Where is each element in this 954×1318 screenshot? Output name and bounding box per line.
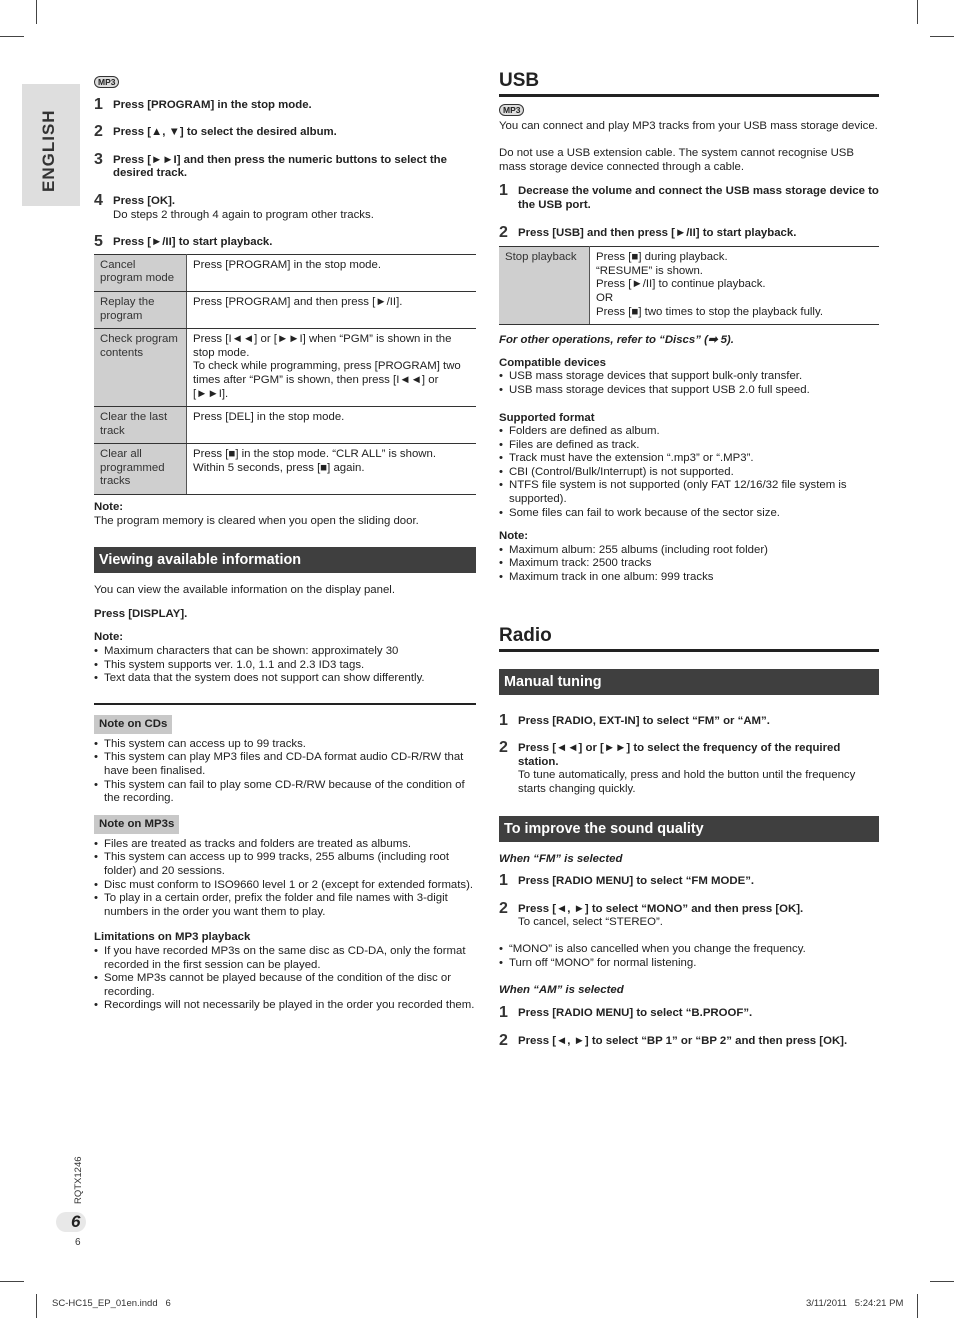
list-item: • Files are defined as track. — [499, 439, 879, 453]
program-steps — [94, 95, 476, 251]
usb-steps — [499, 182, 879, 241]
table-row — [94, 254, 476, 291]
step-number: 2 — [499, 899, 508, 917]
step-number: 1 — [499, 182, 508, 200]
crop-mark — [0, 36, 24, 37]
list-item: • Text data that the system does not support can show differently. — [94, 672, 476, 686]
step-number: 5 — [94, 233, 103, 251]
step-text: Press [◄, ►] to select “BP 1” or “BP 2” and then press [OK]. — [518, 1035, 848, 1048]
table-header-cell: Clear the last track — [94, 407, 187, 444]
step-item — [499, 711, 879, 729]
language-side-tab — [22, 84, 80, 206]
table-row — [94, 407, 476, 444]
crop-mark — [930, 36, 954, 37]
am-steps — [499, 1003, 879, 1050]
other-operations-ref: For other operations, refer to “Discs” (➡ 5). — [499, 334, 734, 347]
crop-mark — [917, 0, 918, 24]
step-number: 2 — [499, 739, 508, 757]
doc-code: RQTX1246 — [73, 1156, 84, 1204]
list-item: • Maximum album: 255 albums (including root folder) — [499, 544, 879, 558]
step-item — [499, 872, 879, 890]
page-number-large: 6 — [71, 1212, 81, 1231]
table-data-cell: Press [■] in the stop mode. “CLR ALL” is shown. Within 5 seconds, press [■] again. — [187, 444, 477, 495]
usb-heading: USB — [499, 70, 879, 97]
mp3s-notes-list — [94, 838, 476, 920]
step-text: Press [◄◄] or [►►] to select the frequency of the required station. — [518, 742, 841, 768]
page-number-badge — [56, 1212, 86, 1232]
note-heading: Note: — [94, 501, 124, 514]
right-column — [499, 70, 879, 1049]
fm-label: When “FM” is selected — [499, 852, 623, 865]
table-header-cell: Check program contents — [94, 329, 187, 407]
step-item — [94, 123, 476, 141]
crop-mark — [36, 0, 37, 24]
table-data-cell: Press [■] during playback. “RESUME” is shown. Press [►/II] to continue playback. OR Press [■] two times to stop the playback fully. — [590, 247, 880, 325]
limitations-list — [94, 945, 476, 1013]
list-item: • Some files can fail to work because of the sector size. — [499, 507, 879, 521]
left-column — [94, 76, 476, 1013]
list-item: • This system can access up to 99 tracks. — [94, 738, 476, 752]
list-item: • Maximum track in one album: 999 tracks — [499, 571, 879, 585]
format-list — [499, 425, 879, 520]
note-on-cds-label: Note on CDs — [94, 715, 172, 734]
step-number: 1 — [499, 872, 508, 890]
step-number: 3 — [94, 150, 103, 168]
step-text: Press [►►I] and then press the numeric buttons to select the desired track. — [113, 153, 447, 180]
list-item: • “MONO” is also cancelled when you change the frequency. — [499, 943, 879, 957]
viewing-press: Press [DISPLAY]. — [94, 607, 188, 620]
table-row — [94, 291, 476, 328]
list-item: • This system can access up to 999 tracks, 255 albums (including root folder) and 20 sessions. — [94, 851, 476, 878]
divider — [94, 703, 476, 705]
step-text: Press [PROGRAM] in the stop mode. — [113, 98, 312, 111]
am-label: When “AM” is selected — [499, 984, 624, 997]
step-subtext: Do steps 2 through 4 again to program other tracks. — [113, 208, 374, 221]
step-text: Press [USB] and then press [►/II] to start playback. — [518, 226, 797, 239]
list-item: • USB mass storage devices that support USB 2.0 full speed. — [499, 384, 879, 398]
table-row — [94, 329, 476, 407]
list-item: • NTFS file system is not supported (only FAT 12/16/32 file system is supported). — [499, 479, 879, 506]
step-item — [499, 1003, 879, 1021]
note-text: The program memory is cleared when you open the sliding door. — [94, 514, 419, 527]
step-item — [499, 182, 879, 212]
step-item — [499, 1032, 879, 1050]
table-row — [94, 444, 476, 495]
note-on-mp3s-label: Note on MP3s — [94, 815, 179, 834]
limitations-heading: Limitations on MP3 playback — [94, 931, 251, 944]
page-number-small: 6 — [75, 1237, 81, 1248]
step-item — [499, 223, 879, 241]
list-item: • This system can fail to play some CD-R/RW because of the condition of the recording. — [94, 779, 476, 806]
table-header-cell: Stop playback — [499, 247, 590, 325]
compatible-heading: Compatible devices — [499, 356, 606, 369]
table-data-cell: Press [PROGRAM] and then press [►/II]. — [187, 291, 477, 328]
table-header-cell: Clear all programmed tracks — [94, 444, 187, 495]
crop-mark — [930, 1281, 954, 1282]
list-item: • To play in a certain order, prefix the folder and file names with 3-digit numbers in the order you want them to play. — [94, 892, 476, 919]
step-item — [94, 95, 476, 113]
usb-table — [499, 246, 879, 325]
usb-warning: Do not use a USB extension cable. The system cannot recognise USB mass storage device connected through a cable. — [499, 147, 854, 173]
step-item — [94, 150, 476, 181]
step-text: Press [RADIO MENU] to select “FM MODE”. — [518, 875, 755, 888]
step-number: 2 — [499, 1032, 508, 1050]
list-item: • This system can play MP3 files and CD-DA format audio CD-R/RW that have been finalised. — [94, 751, 476, 778]
step-number: 1 — [94, 95, 103, 113]
step-number: 2 — [499, 223, 508, 241]
list-item: • Disc must conform to ISO9660 level 1 or 2 (except for extended formats). — [94, 879, 476, 893]
format-heading: Supported format — [499, 411, 595, 424]
radio-heading: Radio — [499, 625, 879, 652]
step-number: 1 — [499, 711, 508, 729]
table-header-cell: Replay the program — [94, 291, 187, 328]
step-number: 2 — [94, 123, 103, 141]
table-data-cell: Press [DEL] in the stop mode. — [187, 407, 477, 444]
table-data-cell: Press [I◄◄] or [►►I] when “PGM” is shown in the stop mode. To check while programming, press [PROGRAM] two times after “PGM” is shown, then press [I◄◄] or [►►I]. — [187, 329, 477, 407]
usb-intro: You can connect and play MP3 tracks from your USB mass storage device. — [499, 119, 878, 132]
usb-notes-list — [499, 544, 879, 585]
fm-steps — [499, 872, 879, 930]
viewing-notes-list — [94, 645, 476, 686]
list-item: • Recordings will not necessarily be played in the order you recorded them. — [94, 999, 476, 1013]
step-text: Press [◄, ►] to select “MONO” and then press [OK]. — [518, 902, 804, 915]
table-header-cell: Cancel program mode — [94, 254, 187, 291]
manual-tuning-steps — [499, 711, 879, 797]
section-header-manual-tuning: Manual tuning — [499, 669, 879, 695]
section-header-viewing: Viewing available information — [94, 547, 476, 573]
crop-mark — [36, 1294, 37, 1318]
step-subtext: To tune automatically, press and hold the button until the frequency starts changing quickly. — [518, 769, 856, 795]
table-row — [499, 247, 879, 325]
program-table — [94, 254, 476, 495]
step-item — [94, 191, 476, 222]
usb-note-heading: Note: — [499, 530, 529, 543]
list-item: • Maximum characters that can be shown: approximately 30 — [94, 645, 476, 659]
list-item: • USB mass storage devices that support bulk-only transfer. — [499, 370, 879, 384]
list-item: • Files are treated as tracks and folders are treated as albums. — [94, 838, 476, 852]
list-item: • Track must have the extension “.mp3” or “.MP3”. — [499, 452, 879, 466]
section-header-sound-quality: To improve the sound quality — [499, 816, 879, 842]
viewing-intro: You can view the available information on the display panel. — [94, 584, 395, 597]
step-number: 1 — [499, 1003, 508, 1021]
print-date: 3/11/2011 5:24:21 PM — [806, 1298, 904, 1309]
step-text: Press [OK]. — [113, 194, 176, 207]
step-text: Press [▲, ▼] to select the desired album. — [113, 126, 337, 139]
language-label: ENGLISH — [39, 109, 58, 192]
crop-mark — [917, 1294, 918, 1318]
fm-notes-list — [499, 943, 879, 970]
mp3-badge: MP3 — [94, 76, 119, 88]
cds-notes-list — [94, 738, 476, 806]
step-text: Press [RADIO MENU] to select “B.PROOF”. — [518, 1006, 753, 1019]
step-text: Decrease the volume and connect the USB mass storage device to the USB port. — [518, 185, 879, 211]
step-number: 4 — [94, 191, 103, 209]
list-item: • Folders are defined as album. — [499, 425, 879, 439]
step-subtext: To cancel, select “STEREO”. — [518, 916, 663, 929]
list-item: • If you have recorded MP3s on the same disc as CD-DA, only the format recorded in the first session can be played. — [94, 945, 476, 972]
step-item — [499, 739, 879, 796]
step-item — [499, 899, 879, 930]
mp3-badge: MP3 — [499, 104, 524, 116]
step-text: Press [►/II] to start playback. — [113, 236, 273, 249]
file-name: SC-HC15_EP_01en.indd 6 — [52, 1298, 171, 1309]
viewing-note-heading: Note: — [94, 631, 124, 644]
list-item: • Maximum track: 2500 tracks — [499, 557, 879, 571]
step-text: Press [RADIO, EXT-IN] to select “FM” or “AM”. — [518, 714, 770, 727]
list-item: • This system supports ver. 1.0, 1.1 and 2.3 ID3 tags. — [94, 659, 476, 673]
list-item: • Turn off “MONO” for normal listening. — [499, 957, 879, 971]
list-item: • Some MP3s cannot be played because of the condition of the disc or recording. — [94, 972, 476, 999]
table-data-cell: Press [PROGRAM] in the stop mode. — [187, 254, 477, 291]
compatible-list — [499, 370, 879, 397]
list-item: • CBI (Control/Bulk/Interrupt) is not supported. — [499, 466, 879, 480]
crop-mark — [0, 1281, 24, 1282]
step-item — [94, 233, 476, 251]
